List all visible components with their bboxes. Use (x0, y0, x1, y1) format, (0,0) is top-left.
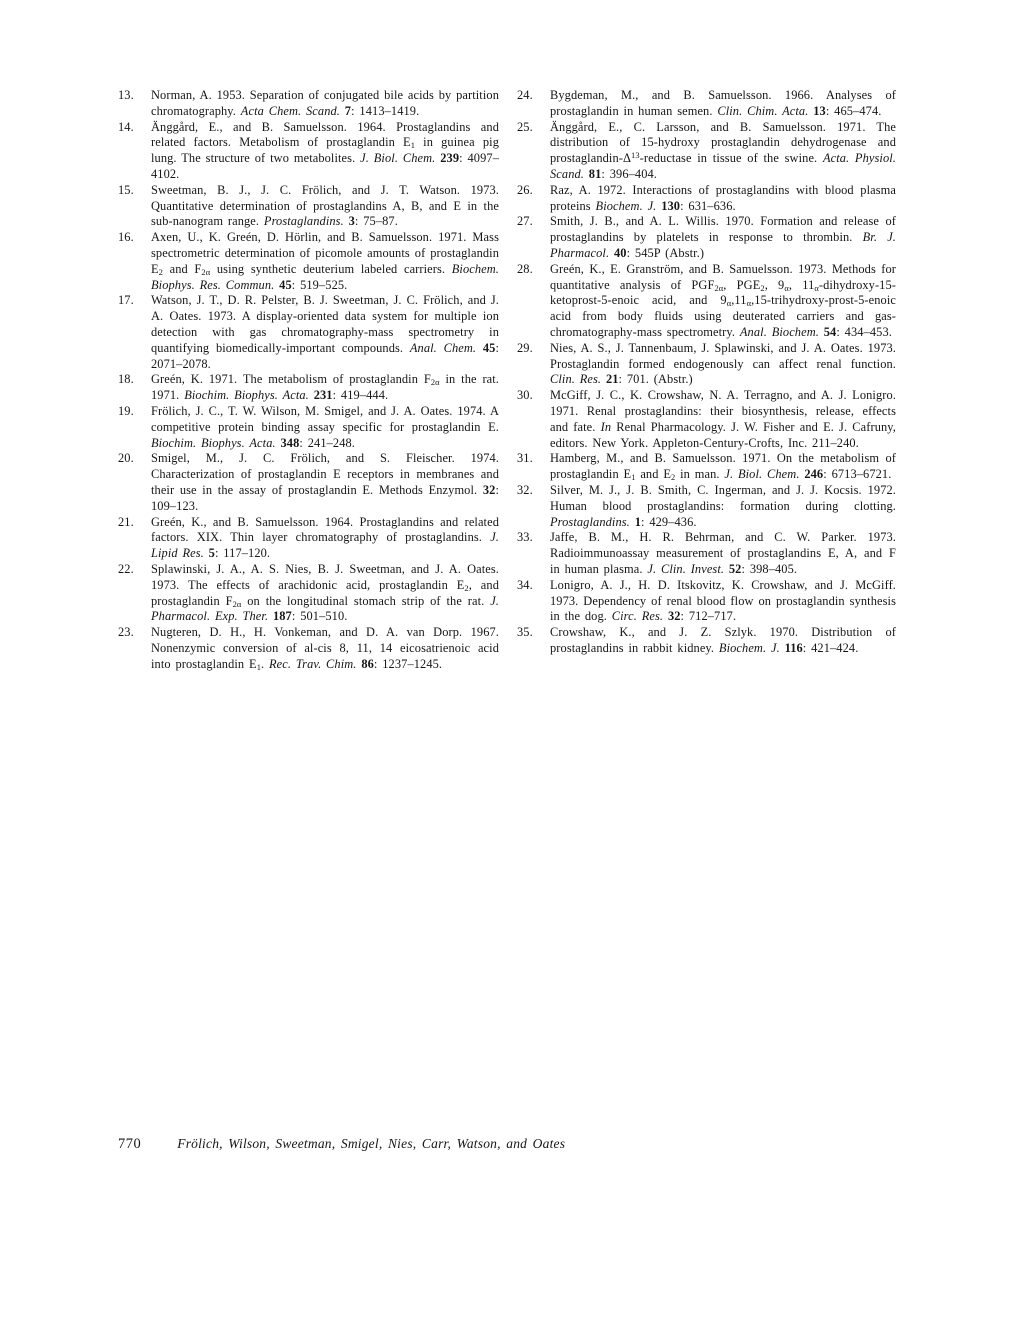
reference-item (517, 262, 896, 341)
reference-number: 22. (118, 561, 134, 576)
reference-text: Raz, A. 1972. Interactions of prostaglandins with blood plasma proteins Biochem. J. 130: 631–636. (550, 182, 896, 213)
reference-text: Bygdeman, M., and B. Samuelsson. 1966. Analyses of prostaglandin in human semen. Clin. Chim. Acta. 13: 465–474. (550, 88, 896, 118)
reference-text: Änggård, E., C. Larsson, and B. Samuelsson. 1971. The distribution of 15-hydroxy prostaglandin dehydrogenase and prostaglandin-$\Delta^{13}$-reductase in tissue of the swine. Acta. Physiol. Scand. 81: 396–404. (550, 119, 896, 181)
reference-number: 23. (118, 625, 134, 640)
running-authors: Frölich, Wilson, Sweetman, Smigel, Nies, Carr, Watson, and Oates (177, 1136, 566, 1151)
reference-number: 28. (517, 261, 533, 276)
reference-text: Hamberg, M., and B. Samuelsson. 1971. On the metabolism of prostaglandin $E_1$ and $E_2$ in man. J. Biol. Chem. 246: 6713–6721. (550, 451, 896, 483)
reference-text: Frölich, J. C., T. W. Wilson, M. Smigel, and J. A. Oates. 1974. A competitive protein binding assay specific for prostaglandin E. Biochim. Biophys. Acta. 348: 241–248. (151, 403, 499, 450)
reference-text: Nugteren, D. H., H. Vonkeman, and D. A. van Dorp. 1967. Nonenzymic conversion of al-cis 8, 11, 14 eicosatrienoic acid into prostaglandin $E_1$. Rec. Trav. Chim. 86: 1237–1245. (151, 625, 499, 672)
reference-item (118, 293, 499, 372)
references-column-right (517, 88, 896, 657)
reference-number: 32. (517, 482, 533, 497)
reference-text: Lonigro, A. J., H. D. Itskovitz, K. Crowshaw, and J. McGiff. 1973. Dependency of renal blood flow on prostaglandin synthesis in the dog. Circ. Res. 32: 712–717. (550, 577, 896, 624)
reference-item (517, 214, 896, 261)
reference-text: Nies, A. S., J. Tannenbaum, J. Splawinski, and J. A. Oates. 1973. Prostaglandin formed endogenously can affect renal function. Clin. Res. 21: 701. (Abstr.) (550, 340, 896, 387)
reference-text: McGiff, J. C., K. Crowshaw, N. A. Terragno, and A. J. Lonigro. 1971. Renal prostaglandins: their biosynthesis, release, effects and fate. In Renal Pharmacology. J. W. Fisher and E. J. Cafruny, editors. New York. Appleton-Century-Crofts, Inc. 211–240. (550, 388, 896, 450)
reference-item (517, 530, 896, 577)
reference-text: Smigel, M., J. C. Frölich, and S. Fleischer. 1974. Characterization of prostaglandin E receptors in membranes and their use in the assay of prostaglandin E. Methods Enzymol. 32: 109–123. (151, 451, 499, 513)
reference-text: Splawinski, J. A., A. S. Nies, B. J. Sweetman, and J. A. Oates. 1973. The effects of arachidonic acid, prostaglandin $E_2$, and prostaglandin $F_{2\alpha}$ on the longitudinal stomach strip of the rat. J. Pharmacol. Exp. Ther. 187: 501–510. (151, 561, 499, 624)
reference-item (118, 230, 499, 293)
reference-number: 19. (118, 403, 134, 418)
reference-item (517, 120, 896, 183)
reference-number: 25. (517, 119, 533, 134)
reference-item (118, 404, 499, 451)
reference-number: 31. (517, 451, 533, 466)
page-footer (118, 1135, 565, 1153)
reference-number: 30. (517, 388, 533, 403)
reference-number: 35. (517, 625, 533, 640)
reference-number: 17. (118, 293, 134, 308)
reference-number: 14. (118, 119, 134, 134)
reference-number: 18. (118, 372, 134, 387)
reference-item (118, 515, 499, 562)
reference-text: Smith, J. B., and A. L. Willis. 1970. Formation and release of prostaglandins by platelets in response to thrombin. Br. J. Pharmacol. 40: 545P (Abstr.) (550, 214, 896, 260)
page-number: 770 (118, 1136, 142, 1152)
reference-item (517, 625, 896, 657)
reference-number: 15. (118, 182, 134, 197)
reference-number: 34. (517, 577, 533, 592)
reference-text: Crowshaw, K., and J. Z. Szlyk. 1970. Distribution of prostaglandins in rabbit kidney. Biochem. J. 116: 421–424. (550, 625, 896, 655)
reference-number: 29. (517, 340, 533, 355)
reference-number: 16. (118, 230, 134, 245)
reference-item (118, 120, 499, 183)
reference-item (118, 625, 499, 672)
reference-item (517, 578, 896, 625)
reference-text: Axen, U., K. Greén, D. Hörlin, and B. Samuelsson. 1971. Mass spectrometric determination of picomole amounts of prostaglandin $E_2$ and $F_{2\alpha}$ using synthetic deuterium labeled carriers. Biochem. Biophys. Res. Commun. 45: 519–525. (151, 230, 499, 292)
reference-number: 33. (517, 530, 533, 545)
reference-item (517, 451, 896, 483)
reference-text: Watson, J. T., D. R. Pelster, B. J. Sweetman, J. C. Frölich, and J. A. Oates. 1973. A display-oriented data system for multiple ion detection with gas chromatography-mass spectrometry in quantifying biomedically-important compounds. Anal. Chem. 45: 2071–2078. (151, 293, 499, 371)
reference-item (517, 183, 896, 215)
reference-item (517, 483, 896, 530)
reference-text: Jaffe, B. M., H. R. Behrman, and C. W. Parker. 1973. Radioimmunoassay measurement of prostaglandins E, A, and F in human plasma. J. Clin. Invest. 52: 398–405. (550, 530, 896, 576)
reference-item (517, 88, 896, 120)
reference-number: 27. (517, 214, 533, 229)
reference-item (118, 372, 499, 404)
reference-text: Änggård, E., and B. Samuelsson. 1964. Prostaglandins and related factors. Metabolism of prostaglandin $E_1$ in guinea pig lung. The structure of two metabolites. J. Biol. Chem. 239: 4097–4102. (151, 119, 499, 181)
reference-text: Greén, K., and B. Samuelsson. 1964. Prostaglandins and related factors. XIX. Thin layer chromatography of prostaglandins. J. Lipid Res. 5: 117–120. (151, 514, 499, 561)
reference-item (118, 562, 499, 625)
reference-item (118, 451, 499, 514)
reference-text: Norman, A. 1953. Separation of conjugated bile acids by partition chromatography. Acta Chem. Scand. 7: 1413–1419. (151, 88, 499, 118)
reference-text: Greén, K. 1971. The metabolism of prostaglandin $F_{2\alpha}$ in the rat. 1971. Biochim. Biophys. Acta. 231: 419–444. (151, 372, 500, 403)
reference-text: Silver, M. J., J. B. Smith, C. Ingerman, and J. J. Kocsis. 1972. Human blood prostaglandins: formation during clotting. Prostaglandins. 1: 429–436. (550, 482, 896, 529)
reference-number: 24. (517, 88, 533, 102)
reference-number: 20. (118, 451, 134, 466)
reference-item (118, 183, 499, 230)
reference-text: Greén, K., E. Granström, and B. Samuelsson. 1973. Methods for quantitative analysis of $PGF_{2\alpha}$, $PGE_2$, $9_\alpha$, $11_\alpha-dihydroxy-15-ketoprost-5$-enoic acid, and $9_\alpha,11_\alpha,15-trihydroxy-prost-5$-enoic acid from body fluids using deuterated carriers and gas-chromatography-mass spectrometry. Anal. Biochem. 54: 434–453. (550, 261, 896, 339)
reference-item (118, 88, 499, 120)
references-column-left (118, 88, 499, 672)
reference-number: 26. (517, 182, 533, 197)
reference-number: 21. (118, 514, 134, 529)
reference-number: 13. (118, 88, 134, 102)
reference-text: Sweetman, B. J., J. C. Frölich, and J. T. Watson. 1973. Quantitative determination of prostaglandins A, B, and E in the sub-nanogram range. Prostaglandins. 3: 75–87. (151, 182, 499, 229)
reference-item (517, 388, 896, 451)
reference-item (517, 341, 896, 388)
